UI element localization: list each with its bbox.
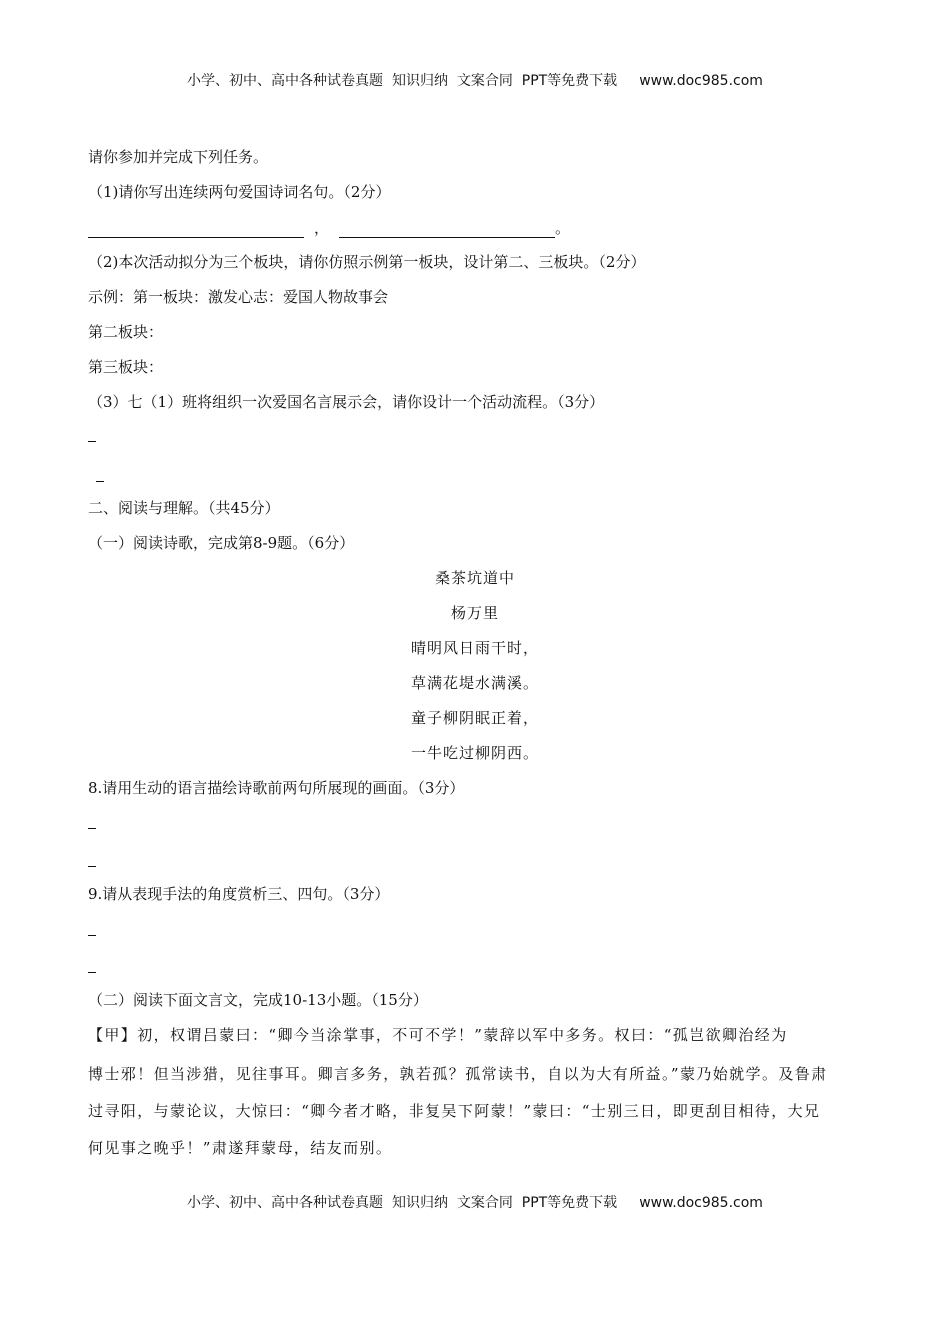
answer-blank[interactable] — [339, 223, 555, 238]
poem-line: 晴明风日雨干时， — [410, 639, 539, 657]
question-2: （2)本次活动拟分为三个板块，请你仿照示例第一板块，设计第二、三板块。（2分） — [88, 253, 646, 271]
footer-text: 小学、初中、高中各种试卷真题 知识归纳 文案合同 PPT等免费下载 — [187, 1195, 618, 1211]
passage-line: 过寻阳，与蒙论议，大惊曰：“卿今者才略，非复吴下阿蒙！”蒙曰：“士别三日，即更刮目相待，大兄 — [88, 1102, 821, 1120]
poem-line: 一牛吃过柳阴西。 — [410, 744, 539, 762]
blank-separator: ， — [314, 219, 330, 237]
passage-line: 博士邪！但当涉猎，见往事耳。卿言多务，孰若孤？孤常读书，自以为大有所益。”蒙乃始就学。及鲁肃 — [88, 1065, 828, 1083]
footer-url[interactable]: www.doc985.com — [639, 1195, 763, 1211]
poem-title: 桑茶坑道中 — [434, 569, 515, 587]
question-3: （3）七（1）班将组织一次爱国名言展示会，请你设计一个活动流程。（3分） — [88, 393, 605, 411]
answer-line[interactable] — [88, 972, 96, 973]
blank-end: 。 — [555, 219, 571, 237]
header-url[interactable]: www.doc985.com — [639, 73, 763, 89]
question-9: 9.请从表现手法的角度赏析三、四句。（3分） — [88, 885, 390, 903]
section-2-title: 二、阅读与理解。（共45分） — [88, 499, 280, 517]
poem-author: 杨万里 — [450, 604, 499, 622]
answer-line[interactable] — [88, 441, 96, 442]
answer-line[interactable] — [88, 935, 96, 936]
passage-line: 何见事之晚乎！”肃遂拜蒙母，结友而别。 — [88, 1139, 393, 1157]
example-line: 示例：第一板块：激发心志：爱国人物故事会 — [88, 288, 389, 306]
block-3-label: 第三板块： — [88, 358, 164, 376]
answer-line[interactable] — [96, 481, 104, 482]
passage-line: 【甲】初，权谓吕蒙曰：“卿今当涂掌事，不可不学！”蒙辞以军中多务。权曰：“孤岂欲卿治经为 — [88, 1026, 788, 1044]
block-2-label: 第二板块： — [88, 323, 164, 341]
page-header — [0, 70, 950, 90]
poem-line: 草满花堤水满溪。 — [410, 674, 539, 692]
question-8: 8.请用生动的语言描绘诗歌前两句所展现的画面。（3分） — [88, 779, 465, 797]
part-1-instruction: （一）阅读诗歌，完成第8-9题。（6分） — [88, 534, 355, 552]
part-2-instruction: （二）阅读下面文言文，完成10-13小题。（15分） — [88, 991, 428, 1009]
page-footer — [0, 1192, 950, 1212]
poem-line: 童子柳阴眠正着， — [410, 709, 539, 727]
header-text: 小学、初中、高中各种试卷真题 知识归纳 文案合同 PPT等免费下载 — [187, 73, 618, 89]
question-1: （1)请你写出连续两句爱国诗词名句。（2分） — [88, 183, 391, 201]
answer-blank[interactable] — [88, 223, 304, 238]
answer-line[interactable] — [88, 828, 96, 829]
task-intro: 请你参加并完成下列任务。 — [88, 148, 269, 166]
answer-blanks-q1 — [88, 218, 570, 238]
answer-line[interactable] — [88, 866, 96, 867]
